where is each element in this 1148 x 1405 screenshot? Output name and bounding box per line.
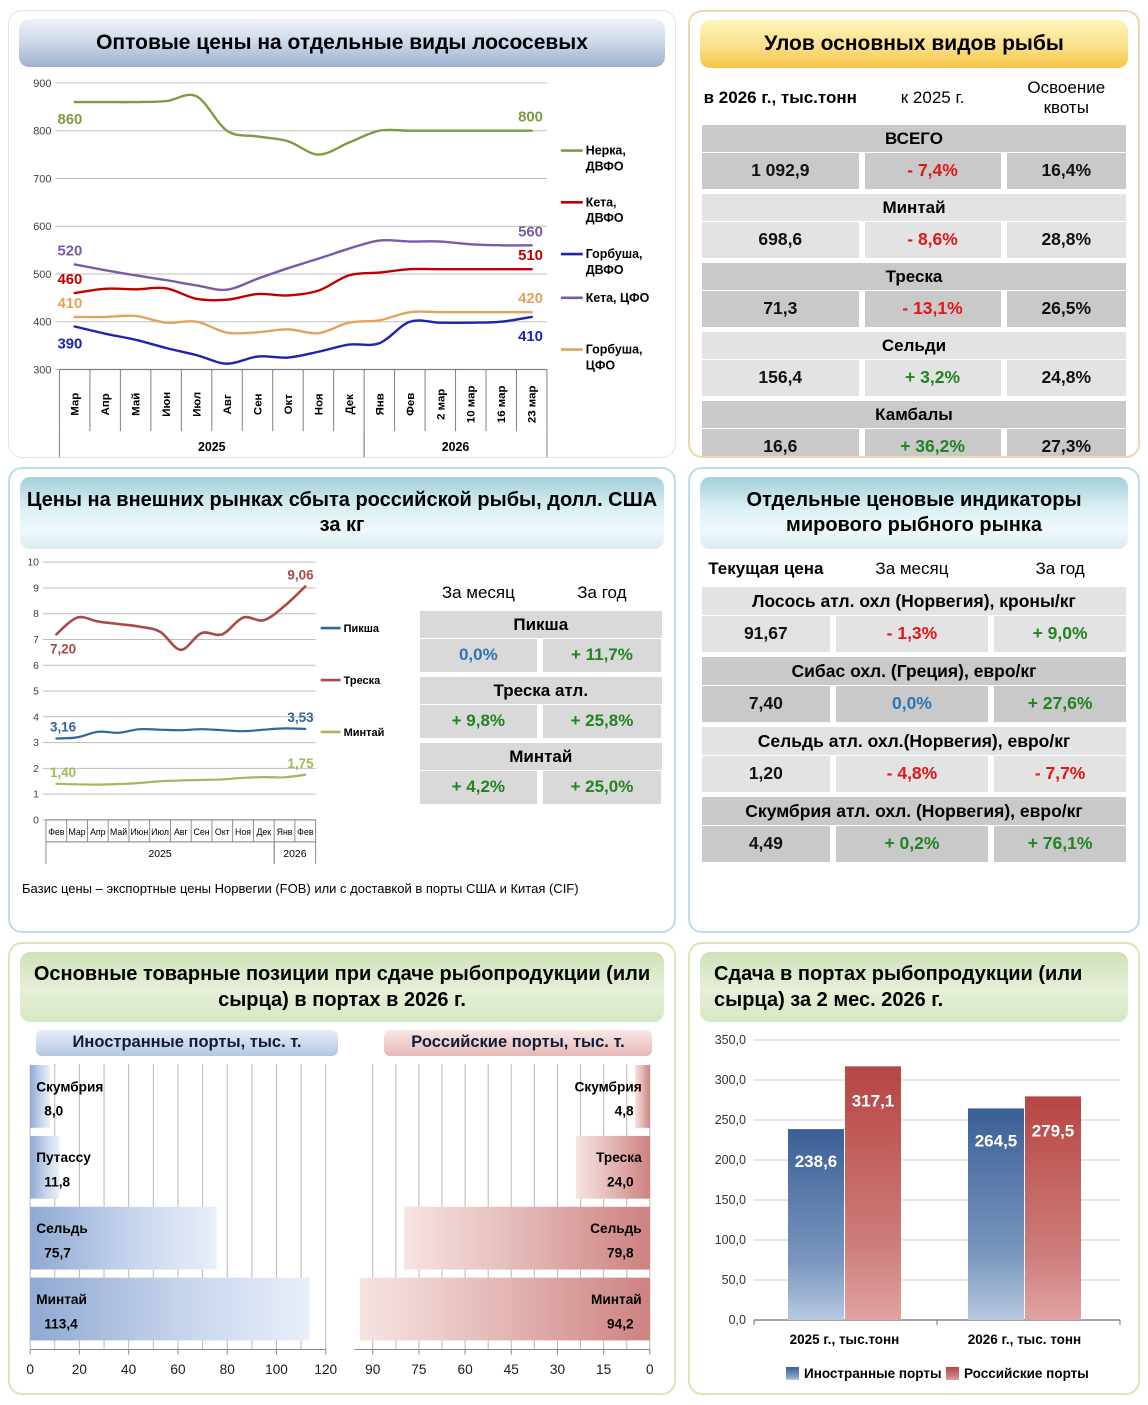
value-cell: 91,67 bbox=[702, 616, 830, 652]
series-line-1 bbox=[56, 728, 305, 738]
summary-col-year: За год bbox=[577, 583, 627, 602]
value-cell: + 9,8% bbox=[420, 705, 538, 738]
x-tick-label: Июн bbox=[161, 391, 174, 417]
x-tick-label: 10 мар bbox=[465, 385, 478, 424]
legend-label: Кета, bbox=[585, 195, 617, 210]
x-tick-label: 15 bbox=[596, 1361, 612, 1377]
series-start-value: 3,16 bbox=[49, 719, 77, 735]
panel-port-positions bbox=[8, 942, 676, 1395]
x-tick-label: Дек bbox=[343, 394, 356, 415]
y-tick-label: 500 bbox=[33, 268, 52, 281]
x-tick-label: 90 bbox=[365, 1361, 381, 1377]
x-tick-label: 45 bbox=[503, 1361, 519, 1377]
y-tick-label: 900 bbox=[33, 77, 52, 90]
foreign-ports-bar-chart bbox=[24, 1062, 340, 1388]
value-cell: 698,6 bbox=[702, 222, 859, 258]
totals-panel-title: Сдача в портах рыбопродукции (или сырца) за 2 мес. 2026 г. bbox=[700, 952, 1128, 1022]
y-tick-label: 700 bbox=[33, 173, 52, 186]
indicators-col-year: За год bbox=[1035, 559, 1085, 578]
series-line-3 bbox=[75, 317, 532, 364]
series-end-value: 9,06 bbox=[287, 567, 314, 583]
russian-ports-bar-chart bbox=[344, 1062, 660, 1388]
x-tick-label: 100 bbox=[265, 1361, 288, 1377]
value-cell: + 76,1% bbox=[994, 826, 1126, 862]
catch-col-volume: в 2026 г., тыс.тонн bbox=[703, 87, 857, 107]
value-cell: 16,6 bbox=[702, 429, 859, 458]
panel-world-indicators bbox=[688, 467, 1140, 933]
bar-value-label: 75,7 bbox=[44, 1245, 71, 1261]
indicator-name: Сельдь атл. охл.(Норвегия), евро/кг bbox=[702, 727, 1126, 755]
x-category-label: 2026 г., тыс. тонн bbox=[967, 1332, 1082, 1347]
species-name: Минтай bbox=[702, 194, 1126, 221]
legend-label: Российские порты bbox=[964, 1366, 1089, 1381]
value-cell: + 0,2% bbox=[836, 826, 988, 862]
year-label: 2026 bbox=[283, 848, 307, 860]
x-tick-label: 30 bbox=[549, 1361, 566, 1377]
positions-panel-title: Основные товарные позиции при сдаче рыбопродукции (или сырца) в портах в 2026 г. bbox=[20, 952, 664, 1022]
catch-row-Минтай bbox=[702, 194, 1126, 258]
russian-ports-subheader: Российские порты, тыс. т. bbox=[384, 1030, 652, 1056]
x-tick-label: Июл bbox=[191, 391, 204, 417]
y-tick-label: 1 bbox=[33, 789, 39, 801]
catch-row-Сельди bbox=[702, 332, 1126, 396]
x-tick-label: Фев bbox=[404, 392, 417, 416]
indicator-row bbox=[702, 797, 1126, 862]
value-cell: 24,8% bbox=[1007, 360, 1126, 396]
value-cell: 156,4 bbox=[702, 360, 859, 396]
export-summary-table bbox=[416, 573, 666, 877]
legend-label: Кета, ЦФО bbox=[585, 290, 650, 305]
panel-export-prices bbox=[8, 467, 676, 933]
catch-col-quota: Освоение квоты bbox=[1027, 78, 1106, 117]
catch-col-change: к 2025 г. bbox=[900, 87, 965, 107]
summary-row-Минтай bbox=[420, 743, 662, 804]
panel-port-totals bbox=[688, 942, 1140, 1395]
indicators-panel-title: Отдельные ценовые индикаторы мирового рыбного рынка bbox=[700, 477, 1128, 549]
hbar-charts bbox=[18, 1062, 666, 1388]
indicator-row bbox=[702, 727, 1126, 792]
x-tick-label: Янв bbox=[276, 826, 293, 837]
bar-value-label: 8,0 bbox=[44, 1103, 64, 1119]
indicator-name: Сибас охл. (Греция), евро/кг bbox=[702, 657, 1126, 685]
bar-category-label: Скумбрия bbox=[36, 1079, 104, 1095]
x-tick-label: Апр bbox=[90, 826, 106, 837]
bar-value-label: 79,8 bbox=[607, 1245, 634, 1261]
bar-category-label: Сельдь bbox=[590, 1221, 642, 1237]
indicator-row bbox=[702, 587, 1126, 652]
catch-row-ВСЕГО bbox=[702, 125, 1126, 189]
bar-value-label: 279,5 bbox=[1031, 1121, 1075, 1141]
value-cell: 26,5% bbox=[1007, 291, 1126, 327]
value-cell: - 13,1% bbox=[865, 291, 1001, 327]
legend-label: ДВФО bbox=[585, 159, 624, 174]
catch-panel-title: Улов основных видов рыбы bbox=[700, 20, 1128, 68]
x-tick-label: 75 bbox=[411, 1361, 427, 1377]
series-end-value: 510 bbox=[518, 247, 543, 265]
x-tick-label: 60 bbox=[170, 1361, 186, 1377]
y-tick-label: 600 bbox=[33, 221, 52, 234]
series-start-value: 460 bbox=[57, 271, 83, 289]
series-end-value: 560 bbox=[518, 223, 543, 241]
indicators-table bbox=[698, 559, 1130, 862]
species-name: Треска bbox=[702, 263, 1126, 290]
bar-value-label: 94,2 bbox=[607, 1316, 634, 1332]
value-cell: + 25,0% bbox=[543, 771, 661, 804]
chart-subheaders bbox=[18, 1028, 666, 1062]
series-line-3 bbox=[56, 775, 305, 785]
series-start-value: 860 bbox=[57, 110, 83, 128]
y-tick-label: 800 bbox=[33, 125, 52, 138]
y-tick-label: 6 bbox=[33, 660, 39, 672]
x-tick-label: Май bbox=[130, 392, 143, 416]
x-tick-label: 2 мар bbox=[435, 388, 448, 420]
bar-category-label: Минтай bbox=[36, 1291, 87, 1307]
legend-swatch bbox=[786, 1367, 799, 1380]
species-name: Пикша bbox=[420, 611, 662, 638]
x-tick-label: 0 bbox=[646, 1361, 654, 1377]
value-cell: 28,8% bbox=[1007, 222, 1126, 258]
series-line-4 bbox=[75, 240, 532, 290]
salmon-price-line-chart bbox=[17, 71, 667, 458]
legend-label: Нерка, bbox=[585, 143, 626, 158]
value-cell: 7,40 bbox=[702, 686, 830, 722]
indicator-name: Скумбрия атл. охл. (Норвегия), евро/кг bbox=[702, 797, 1126, 825]
export-price-line-chart bbox=[18, 555, 410, 877]
x-tick-label: Янв bbox=[374, 393, 387, 416]
x-tick-label: 80 bbox=[219, 1361, 235, 1377]
bar-value-label: 11,8 bbox=[44, 1174, 71, 1190]
y-tick-label: 400 bbox=[33, 316, 52, 329]
species-name: Камбалы bbox=[702, 401, 1126, 428]
salmon-panel-title: Оптовые цены на отдельные виды лососевых bbox=[19, 19, 665, 67]
x-tick-label: 16 мар bbox=[496, 385, 509, 424]
bar-Скумбрия bbox=[635, 1065, 650, 1128]
x-tick-label: Май bbox=[109, 826, 128, 837]
y-tick-label: 0,0 bbox=[728, 1313, 746, 1327]
foreign-ports-subheader: Иностранные порты, тыс. т. bbox=[36, 1030, 338, 1056]
x-tick-label: Сен bbox=[252, 393, 265, 416]
bar-category-label: Минтай bbox=[591, 1291, 642, 1307]
species-name: ВСЕГО bbox=[702, 125, 1126, 152]
x-tick-label: Авг bbox=[222, 394, 235, 415]
series-end-value: 800 bbox=[518, 108, 543, 126]
x-category-label: 2025 г., тыс.тонн bbox=[789, 1332, 900, 1347]
legend-label: Минтай bbox=[343, 726, 385, 739]
indicator-row bbox=[702, 657, 1126, 722]
value-cell: + 11,7% bbox=[543, 639, 661, 672]
export-body bbox=[18, 555, 666, 877]
series-start-value: 520 bbox=[57, 242, 83, 260]
x-tick-label: Дек bbox=[256, 826, 272, 837]
x-tick-label: 60 bbox=[457, 1361, 473, 1377]
x-tick-label: 23 мар bbox=[526, 385, 539, 424]
series-end-value: 410 bbox=[518, 327, 543, 345]
value-cell: - 4,8% bbox=[836, 756, 988, 792]
x-tick-label: 20 bbox=[71, 1361, 88, 1377]
y-tick-label: 200,0 bbox=[714, 1153, 746, 1167]
bar-category-label: Сельдь bbox=[36, 1221, 88, 1237]
indicators-col-month: За месяц bbox=[875, 559, 949, 578]
series-line-1 bbox=[75, 95, 532, 155]
legend-label: Горбуша, bbox=[585, 247, 643, 262]
x-tick-label: Мар bbox=[69, 392, 82, 416]
y-tick-label: 50,0 bbox=[721, 1273, 746, 1287]
x-tick-label: Апр bbox=[100, 393, 113, 416]
value-cell: 27,3% bbox=[1007, 429, 1126, 458]
series-start-value: 7,20 bbox=[49, 641, 77, 657]
indicators-rows bbox=[702, 587, 1126, 862]
series-end-value: 420 bbox=[518, 290, 543, 308]
value-cell: - 1,3% bbox=[836, 616, 988, 652]
value-cell: 16,4% bbox=[1007, 153, 1126, 189]
legend-label: ДВФО bbox=[585, 211, 624, 226]
indicators-header bbox=[702, 559, 1126, 579]
value-cell: 1 092,9 bbox=[702, 153, 859, 189]
indicator-name: Лосось атл. охл (Норвегия), кроны/кг bbox=[702, 587, 1126, 615]
value-cell: - 7,4% bbox=[865, 153, 1001, 189]
value-cell: 71,3 bbox=[702, 291, 859, 327]
legend-label: Пикша bbox=[343, 623, 379, 636]
series-line-2 bbox=[56, 586, 305, 649]
x-tick-label: 0 bbox=[26, 1361, 34, 1377]
y-tick-label: 3 bbox=[33, 738, 39, 750]
bar-value-label: 113,4 bbox=[44, 1316, 78, 1332]
y-tick-label: 10 bbox=[27, 557, 39, 569]
series-end-value: 3,53 bbox=[287, 709, 314, 725]
y-tick-label: 300 bbox=[33, 364, 52, 377]
value-cell: 0,0% bbox=[420, 639, 538, 672]
x-tick-label: Фев bbox=[48, 826, 65, 837]
bar-category-label: Скумбрия bbox=[574, 1079, 642, 1095]
value-cell: 1,20 bbox=[702, 756, 830, 792]
y-tick-label: 4 bbox=[33, 712, 39, 724]
x-tick-label: 40 bbox=[121, 1361, 137, 1377]
indicators-col-price: Текущая цена bbox=[708, 559, 824, 578]
export-summary-rows bbox=[420, 611, 662, 804]
value-cell: + 27,6% bbox=[994, 686, 1126, 722]
value-cell: + 25,8% bbox=[543, 705, 661, 738]
year-label: 2026 bbox=[441, 440, 470, 455]
bar-value-label: 264,5 bbox=[974, 1131, 1018, 1151]
bar-value-label: 238,6 bbox=[794, 1152, 838, 1172]
legend-swatch bbox=[946, 1367, 959, 1380]
summary-row-Треска атл. bbox=[420, 677, 662, 738]
y-tick-label: 5 bbox=[33, 686, 39, 698]
x-tick-label: Мар bbox=[68, 826, 86, 837]
legend-label: Горбуша, bbox=[585, 342, 643, 357]
export-panel-title: Цены на внешних рынках сбыта российской рыбы, долл. США за кг bbox=[20, 477, 664, 549]
bar-value-label: 24,0 bbox=[607, 1174, 634, 1190]
species-name: Минтай bbox=[420, 743, 662, 770]
value-cell: - 7,7% bbox=[994, 756, 1126, 792]
legend-label: Иностранные порты bbox=[804, 1366, 942, 1381]
panel-catch-table bbox=[688, 10, 1140, 458]
catch-row-Треска bbox=[702, 263, 1126, 327]
value-cell: + 4,2% bbox=[420, 771, 538, 804]
x-tick-label: Июн bbox=[130, 826, 149, 837]
legend-label: ДВФО bbox=[585, 262, 624, 277]
series-end-value: 1,75 bbox=[287, 755, 314, 771]
year-label: 2025 bbox=[197, 440, 226, 455]
y-tick-label: 7 bbox=[33, 634, 39, 646]
bar-value-label: 317,1 bbox=[851, 1091, 895, 1111]
x-tick-label: Июл bbox=[151, 826, 169, 837]
species-name: Сельди bbox=[702, 332, 1126, 359]
y-tick-label: 250,0 bbox=[714, 1113, 746, 1127]
y-tick-label: 2 bbox=[33, 763, 39, 775]
value-cell: - 8,6% bbox=[865, 222, 1001, 258]
catch-table-rows bbox=[702, 125, 1126, 458]
value-cell: + 36,2% bbox=[865, 429, 1001, 458]
panel-salmon-prices bbox=[8, 10, 676, 458]
value-cell: + 3,2% bbox=[865, 360, 1001, 396]
value-cell: + 9,0% bbox=[994, 616, 1126, 652]
y-tick-label: 350,0 bbox=[714, 1033, 746, 1047]
series-start-value: 410 bbox=[57, 294, 83, 312]
y-tick-label: 300,0 bbox=[714, 1073, 746, 1087]
series-start-value: 390 bbox=[57, 335, 83, 353]
bar-category-label: Путассу bbox=[36, 1150, 91, 1166]
x-tick-label: Авг bbox=[173, 826, 188, 837]
y-tick-label: 150,0 bbox=[714, 1193, 746, 1207]
legend-label: Треска bbox=[343, 675, 381, 688]
port-totals-bar-chart bbox=[698, 1028, 1134, 1395]
x-tick-label: Сен bbox=[193, 826, 210, 837]
catch-table bbox=[698, 78, 1130, 458]
x-tick-label: Окт bbox=[214, 826, 230, 837]
export-summary-header bbox=[420, 583, 662, 603]
legend-label: ЦФО bbox=[585, 358, 616, 373]
x-tick-label: Ноя bbox=[235, 826, 252, 837]
value-cell: 4,49 bbox=[702, 826, 830, 862]
summary-col-month: За месяц bbox=[441, 583, 515, 602]
x-tick-label: Ноя bbox=[313, 393, 326, 416]
species-name: Треска атл. bbox=[420, 677, 662, 704]
catch-table-header bbox=[702, 78, 1126, 117]
bar-value-label: 4,8 bbox=[614, 1103, 634, 1119]
x-tick-label: Фев bbox=[297, 826, 314, 837]
catch-row-Камбалы bbox=[702, 401, 1126, 458]
x-tick-label: Окт bbox=[282, 394, 295, 415]
value-cell: 0,0% bbox=[836, 686, 988, 722]
x-tick-label: 120 bbox=[314, 1361, 338, 1377]
series-start-value: 1,40 bbox=[49, 764, 77, 780]
y-tick-label: 9 bbox=[33, 583, 39, 595]
y-tick-label: 100,0 bbox=[714, 1233, 746, 1247]
summary-row-Пикша bbox=[420, 611, 662, 672]
y-tick-label: 8 bbox=[33, 609, 39, 621]
year-label: 2025 bbox=[148, 848, 172, 860]
y-tick-label: 0 bbox=[33, 815, 39, 827]
bar-category-label: Треска bbox=[596, 1150, 642, 1166]
price-basis-footnote: Базис цены – экспортные цены Норвегии (FOB) или с доставкой в порты США и Китая (CIF) bbox=[22, 881, 579, 896]
